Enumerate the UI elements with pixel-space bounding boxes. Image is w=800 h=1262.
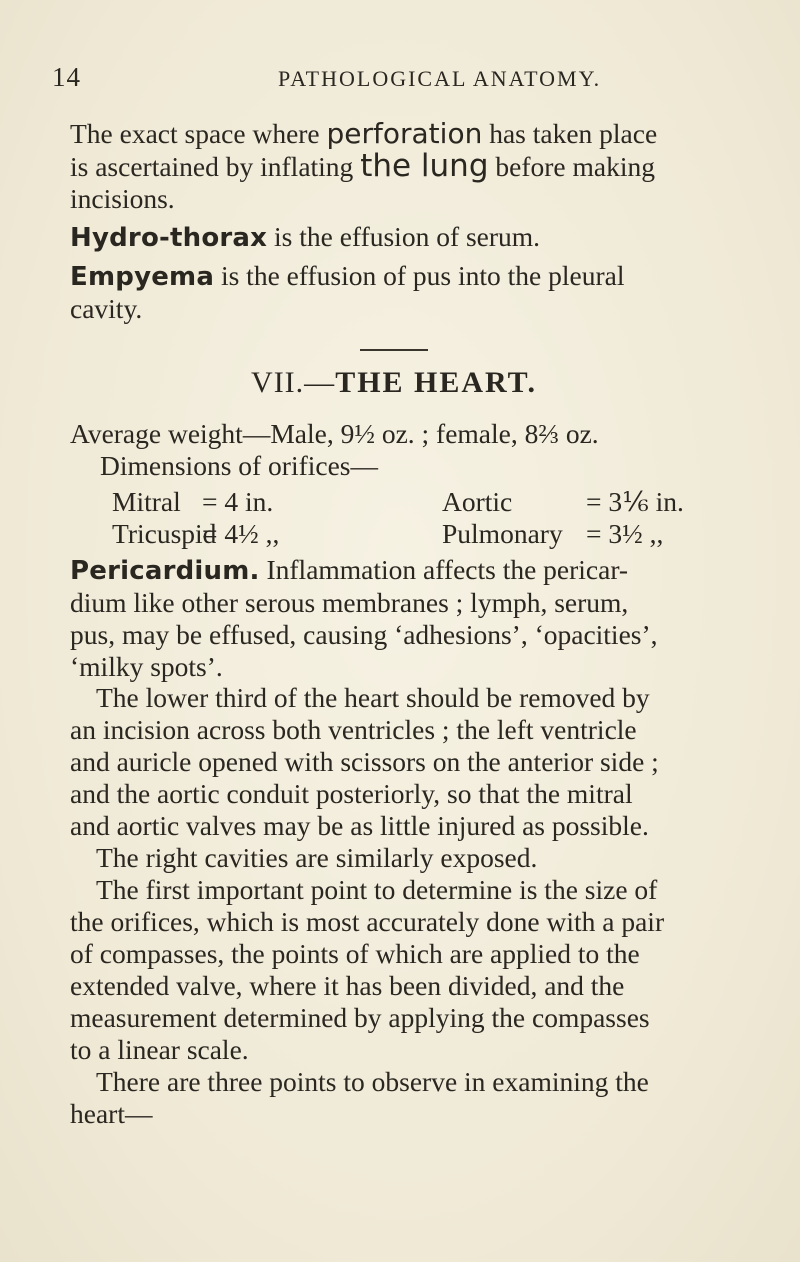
text-line bbox=[70, 221, 746, 254]
hydrothorax-paragraph bbox=[70, 221, 746, 254]
text-line: dium like other serous membranes ; lymph, serum, bbox=[70, 587, 629, 618]
text-line: and auricle opened with scissors on the anterior side ; bbox=[70, 746, 659, 777]
text-line bbox=[70, 554, 746, 587]
text-line: measurement determined by applying the compasses bbox=[70, 1002, 650, 1033]
text-line bbox=[70, 150, 746, 183]
term-the-lung: the lung bbox=[360, 148, 489, 184]
page-header bbox=[52, 62, 752, 96]
term-empyema: Empyema bbox=[70, 262, 215, 292]
pericardium-paragraph bbox=[70, 554, 746, 683]
section-divider bbox=[360, 349, 428, 351]
text-line: ‘milky spots’. bbox=[70, 651, 223, 682]
section-heading bbox=[0, 366, 794, 400]
text-line: to a linear scale. bbox=[70, 1034, 249, 1065]
pericardium-block bbox=[70, 554, 746, 683]
orifice-name: Aortic bbox=[442, 486, 513, 517]
text-run: has taken place bbox=[482, 118, 658, 149]
text-line: The right cavities are similarly exposed. bbox=[96, 842, 538, 873]
text-line: extended valve, where it has been divided, and the bbox=[70, 970, 625, 1001]
three-points-paragraph bbox=[70, 1066, 746, 1130]
dissection-paragraph bbox=[70, 682, 746, 842]
right-cavities-paragraph bbox=[96, 842, 746, 874]
text-line: and aortic valves may be as little injured as possible. bbox=[70, 810, 649, 841]
section-number: VII.— bbox=[251, 366, 336, 399]
text-run: The exact space where bbox=[70, 118, 327, 149]
text-line: cavity. bbox=[70, 293, 143, 324]
orifice-name: Mitral bbox=[112, 486, 181, 517]
term-pericardium: Pericardium. bbox=[70, 556, 260, 586]
term-hydro-thorax: Hydro-thorax bbox=[70, 223, 268, 253]
orifice-value: = 4 in. bbox=[202, 486, 274, 517]
orifice-value: = 4½ ,, bbox=[202, 518, 280, 549]
text-line: The lower third of the heart should be removed by bbox=[96, 682, 650, 713]
text-line: heart— bbox=[70, 1098, 153, 1129]
dissection-block bbox=[70, 682, 746, 1130]
text-line bbox=[70, 118, 746, 150]
average-weight-line: Average weight—Male, 9½ oz. ; female, 8⅔ oz. bbox=[70, 418, 599, 449]
text-line: pus, may be effused, causing ‘adhesions’, ‘opacities’, bbox=[70, 619, 658, 650]
dimensions-label: Dimensions of orifices— bbox=[100, 450, 379, 481]
term-perforation: perforation bbox=[326, 117, 483, 150]
text-line: the orifices, which is most accurately done with a pair bbox=[70, 906, 665, 937]
text-line: The first important point to determine is the size of bbox=[96, 874, 658, 905]
intro-block bbox=[70, 118, 746, 325]
perforation-paragraph bbox=[70, 118, 746, 215]
text-run: is the effusion of pus into the pleural bbox=[214, 260, 625, 291]
orifices-paragraph bbox=[70, 874, 746, 1066]
page-number: 14 bbox=[52, 62, 81, 92]
text-run: is the effusion of serum. bbox=[267, 221, 541, 252]
orifice-name: Tricuspid bbox=[112, 518, 217, 549]
text-line: an incision across both ventricles ; the left ventricle bbox=[70, 714, 637, 745]
text-run: before making bbox=[488, 151, 655, 182]
running-title: PATHOLOGICAL ANATOMY. bbox=[278, 66, 602, 91]
orifice-value: = 3⅙ in. bbox=[586, 486, 684, 517]
text-line bbox=[70, 260, 746, 293]
text-run: Inflammation affects the pericar- bbox=[259, 554, 629, 585]
orifice-value: = 3½ ,, bbox=[586, 518, 664, 549]
section-title: THE HEART. bbox=[335, 366, 537, 399]
text-line: incisions. bbox=[70, 183, 175, 214]
orifice-name: Pulmonary bbox=[442, 518, 563, 549]
empyema-paragraph bbox=[70, 260, 746, 325]
text-line: of compasses, the points of which are applied to the bbox=[70, 938, 640, 969]
text-run: is ascertained by inflating bbox=[70, 151, 361, 182]
text-line: and the aortic conduit posteriorly, so that the mitral bbox=[70, 778, 633, 809]
heart-stats-block bbox=[70, 418, 746, 482]
text-line: There are three points to observe in examining the bbox=[96, 1066, 649, 1097]
